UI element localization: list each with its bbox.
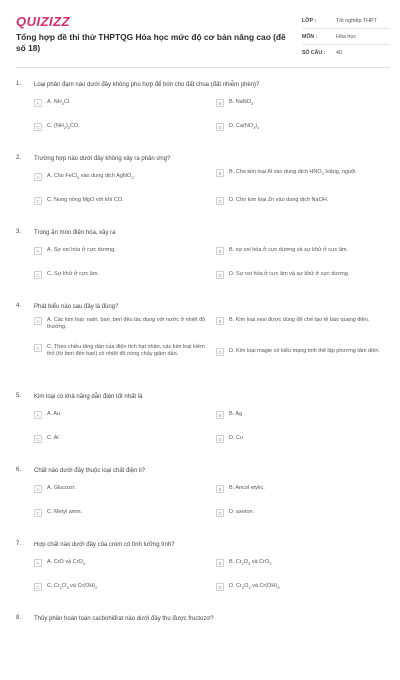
option-text: C. Al [47,435,59,441]
question-number: 8. [16,615,22,621]
worksheet-title: Tổng hợp đề thi thử THPTQG Hóa học mức độ cơ bản nâng cao (đề số 18) [16,32,286,53]
question-8 [0,606,400,680]
option-b[interactable] [216,485,386,493]
question-6 [0,458,400,532]
question-text: Trong ăn mòn điện hóa, xảy ra [34,230,116,236]
question-list [0,72,400,680]
option-text: D. Sự oxi hóa ở cực âm và sự khử ở cực dương. [229,271,350,277]
option-text: B. NaNO$_3$. [229,99,255,107]
option-letter-box: B [216,99,224,107]
question-text: Thủy phân hoàn toàn cacbohiđrat nào dưới đây thu được fructozơ? [34,616,214,622]
option-text: D. $Ca(NO_3)_2$ [229,123,260,131]
question-text: Phát biểu nào sau đây là đúng? [34,304,119,310]
option-letter-box: C [34,271,42,279]
option-a[interactable] [34,559,209,567]
option-text: A. CrO và CrO$_3$ [47,559,85,567]
option-text: D. Cu [229,435,244,441]
option-text: B. Ag [229,411,243,417]
question-3 [0,220,400,294]
question-text: Chất nào dưới đây thuộc loại chất điện li? [34,468,146,474]
option-d[interactable] [216,583,386,591]
question-text: Hợp chất nào dưới đây của crom có tính lưỡng tính? [34,542,175,548]
question-text: Kim loại có khả năng dẫn điện tốt nhất là [34,394,143,400]
meta-row-class [302,13,390,29]
question-number: 2. [16,155,22,161]
option-letter-box: A [34,99,42,107]
option-letter-box: D [216,197,224,205]
option-letter-box: B [216,559,224,567]
option-text: D. Cho kim loại Zn vào dung dịch NaOH. [229,197,329,203]
option-c[interactable] [34,123,209,131]
question-4 [0,294,400,384]
option-letter-box: D [216,348,224,356]
meta-row-subject [302,29,390,45]
option-letter-box: C [34,583,42,591]
option-letter-box: D [216,271,224,279]
option-letter-box: D [216,123,224,131]
option-letter-box: D [216,509,224,517]
question-7 [0,532,400,606]
option-text: C. Sự khử ở cực âm. [47,271,99,277]
question-5 [0,384,400,458]
option-a[interactable] [34,247,209,255]
option-text: B. sự oxi hóa ở cực dương và sự khử ở cực âm. [229,247,349,253]
option-letter-box: A [34,317,42,325]
option-letter-box: B [216,411,224,419]
option-letter-box: C [34,197,42,205]
question-1 [0,72,400,146]
option-text: D. Kim loại magie có kiểu mạng tinh thể lập phương tâm diện. [229,348,380,354]
option-text: D. $Cr_2O_3$ và $Cr(OH)_3$ [229,583,280,591]
option-letter-box: A [34,411,42,419]
option-text: B. Ancol etylic. [229,485,265,491]
question-number: 7. [16,541,22,547]
option-text: C. Metyl amin. [47,509,83,515]
meta-key: SỐ CÂU : [302,49,326,56]
question-number: 1. [16,81,22,87]
option-text: A. Các kim loại: natri, bari, beri đều tác dụng với nước ở nhiệt độ thường. [47,317,206,330]
option-letter-box: C [34,344,42,352]
option-letter-box: A [34,173,42,181]
header-divider [16,67,390,68]
option-b[interactable] [216,559,386,567]
option-text: C. Nung nóng MgO với khí CO. [47,197,124,203]
option-text: A. Glucozơ. [47,485,76,491]
question-text: Trường hợp nào dưới đây không xảy ra phản ứng? [34,156,171,162]
option-c[interactable] [34,344,209,358]
meta-value: Hóa học [336,33,357,40]
option-d[interactable] [216,271,386,279]
meta-row-question-count [302,45,390,60]
option-letter-box: D [216,435,224,443]
option-letter-box: B [216,485,224,493]
question-text: Loại phân đạm nào dưới đây không phù hợp để bón cho đất chua (đất nhiễm phèn)? [34,82,260,88]
option-letter-box: A [34,247,42,255]
option-letter-box: A [34,485,42,493]
option-text: B. $Cr_2O_3$ và CrO$_3$ [229,559,272,567]
option-a[interactable] [34,99,209,107]
option-d[interactable] [216,197,386,205]
option-b[interactable] [216,99,386,107]
option-c[interactable] [34,197,209,205]
option-c[interactable] [34,271,209,279]
option-b[interactable] [216,317,386,325]
option-d[interactable] [216,348,386,356]
worksheet-header [0,0,400,70]
option-b[interactable] [216,411,386,419]
option-letter-box: C [34,123,42,131]
option-text: A. Au [47,411,61,417]
option-letter-box: C [34,509,42,517]
option-text: B. Cho kim loại Al vào dung dịch $HNO_3$ loãng, nguội. [229,169,357,177]
option-text: C. $Cr_2O_3$ và $Cr(OH)_2$ [47,583,98,591]
option-a[interactable] [34,411,209,419]
option-c[interactable] [34,435,209,443]
option-c[interactable] [34,509,209,517]
meta-key: LỚP : [302,17,317,24]
option-letter-box: D [216,583,224,591]
option-b[interactable] [216,247,386,255]
option-text: C. $(NH_2)_2CO$. [47,123,80,131]
option-text: A. Sự oxi hóa ở cực dương. [47,247,116,253]
option-a[interactable] [34,317,209,331]
option-letter-box: B [216,169,224,177]
option-text: C. Theo chiều tăng dần của điện tích hạt nhân, các kim loại kiềm thổ (từ beri đến bari) có nhiệt độ nóng chảy giảm dần. [47,344,205,357]
quizizz-logo: QUIZIZZ [16,14,71,29]
meta-value: 40 [336,49,342,56]
worksheet-meta-table [302,13,390,60]
option-letter-box: B [216,247,224,255]
meta-value: Tốt nghiệp THPT [336,17,377,24]
option-d[interactable] [216,435,386,443]
option-letter-box: B [216,317,224,325]
option-a[interactable] [34,485,209,493]
option-b[interactable] [216,169,386,177]
option-text: B. Kim loại xesi được dùng để chế tạo tế bào quang điện. [229,317,370,323]
option-text: D. axeton. [229,509,255,515]
option-d[interactable] [216,123,386,131]
option-d[interactable] [216,509,386,517]
question-number: 4. [16,303,22,309]
option-letter-box: A [34,559,42,567]
question-number: 5. [16,393,22,399]
question-number: 6. [16,467,22,473]
option-c[interactable] [34,583,209,591]
meta-key: MÔN : [302,33,318,40]
option-letter-box: C [34,435,42,443]
option-text: A. Cho FeCl$_3$ vào dung dịch AgNO$_3$. [47,173,135,181]
option-text: A. $NH_4Cl$. [47,99,71,107]
question-2 [0,146,400,220]
question-number: 3. [16,229,22,235]
option-a[interactable] [34,173,209,181]
